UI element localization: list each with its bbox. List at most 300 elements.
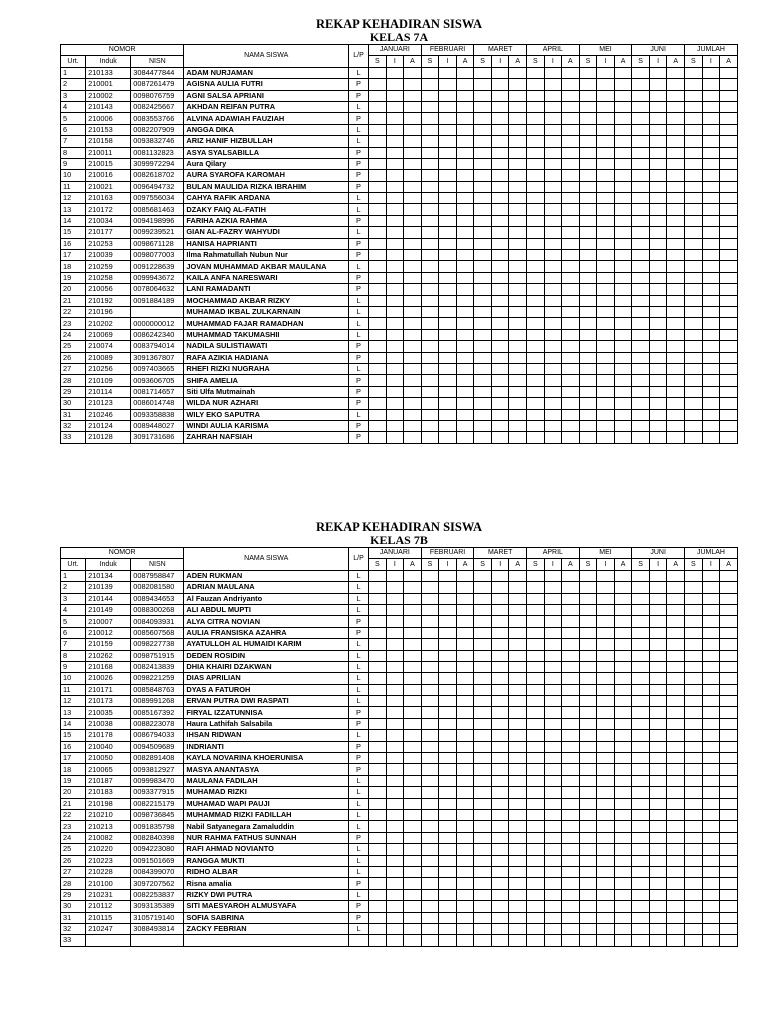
attendance-cell [562,604,580,615]
attendance-cell [491,582,509,593]
student-name: Ilma Rahmatullah Nubun Nur [184,250,349,261]
attendance-cell [562,90,580,101]
attendance-cell [632,832,650,843]
attendance-cell [421,306,439,317]
attendance-cell [579,582,597,593]
attendance-cell [527,855,545,866]
attendance-cell [491,261,509,272]
attendance-cell [386,821,404,832]
attendance-cell [720,866,738,877]
induk-number: 210011 [86,147,131,158]
attendance-cell [579,375,597,386]
attendance-cell [597,889,615,900]
attendance-cell [474,284,492,295]
attendance-cell [702,420,720,431]
student-name: NADILA SULISTIAWATI [184,341,349,352]
attendance-cell [720,901,738,912]
attendance-cell [667,386,685,397]
attendance-cell [720,639,738,650]
gender: L [348,570,368,581]
student-name: SHIFA AMELIA [184,375,349,386]
attendance-cell [562,363,580,374]
attendance-cell [597,284,615,295]
attendance-cell [597,753,615,764]
attendance-cell [579,67,597,78]
attendance-cell [474,306,492,317]
row-number: 9 [61,158,86,169]
attendance-cell [544,90,562,101]
attendance-cell [597,809,615,820]
nisn-number: 0087958847 [131,570,184,581]
attendance-cell [386,775,404,786]
attendance-cell [649,124,667,135]
nisn-number: 0093606705 [131,375,184,386]
attendance-cell [579,935,597,946]
sia-subheader: S [685,559,703,570]
attendance-cell [369,193,387,204]
attendance-cell [439,764,457,775]
attendance-cell [649,787,667,798]
attendance-cell [649,707,667,718]
attendance-cell [702,432,720,443]
attendance-cell [562,855,580,866]
attendance-cell [597,741,615,752]
row-number: 6 [61,627,86,638]
attendance-cell [544,844,562,855]
attendance-cell [404,923,422,934]
attendance-cell [369,432,387,443]
induk-number: 210139 [86,582,131,593]
attendance-cell [369,878,387,889]
attendance-cell [421,181,439,192]
attendance-cell [544,113,562,124]
attendance-cell [544,787,562,798]
attendance-cell [632,238,650,249]
attendance-cell [404,215,422,226]
nisn-number: 0098077003 [131,250,184,261]
attendance-cell [527,923,545,934]
attendance-cell [562,352,580,363]
attendance-cell [404,866,422,877]
attendance-cell [614,261,632,272]
attendance-cell [649,901,667,912]
attendance-cell [632,432,650,443]
attendance-cell [597,170,615,181]
student-name: SOFIA SABRINA [184,912,349,923]
attendance-cell [369,844,387,855]
student-name: WILDA NUR AZHARI [184,398,349,409]
attendance-cell [579,730,597,741]
student-row [61,101,738,112]
attendance-cell [491,170,509,181]
attendance-cell [667,90,685,101]
attendance-cell [667,570,685,581]
attendance-cell [474,158,492,169]
student-row [61,809,738,820]
gender: P [348,912,368,923]
nisn-number: 0082207909 [131,124,184,135]
attendance-cell [491,238,509,249]
attendance-cell [439,227,457,238]
attendance-cell [369,821,387,832]
attendance-cell [720,181,738,192]
attendance-cell [404,570,422,581]
attendance-cell [702,935,720,946]
attendance-cell [439,284,457,295]
attendance-cell [509,250,527,261]
attendance-cell [527,741,545,752]
sia-subheader: I [597,56,615,67]
attendance-cell [649,386,667,397]
attendance-cell [579,227,597,238]
induk-number: 210015 [86,158,131,169]
attendance-cell [562,318,580,329]
induk-number: 210056 [86,284,131,295]
attendance-cell [632,113,650,124]
gender: P [348,707,368,718]
row-number: 23 [61,318,86,329]
attendance-cell [649,147,667,158]
attendance-cell [509,832,527,843]
attendance-cell [404,329,422,340]
attendance-cell [579,170,597,181]
attendance-cell [597,158,615,169]
attendance-cell [685,295,703,306]
student-row [61,639,738,650]
attendance-cell [702,866,720,877]
attendance-cell [421,158,439,169]
attendance-cell [632,593,650,604]
attendance-cell [632,295,650,306]
induk-number: 210163 [86,193,131,204]
attendance-cell [702,386,720,397]
attendance-cell [456,181,474,192]
attendance-cell [527,673,545,684]
attendance-cell [649,250,667,261]
attendance-cell [597,272,615,283]
attendance-cell [649,409,667,420]
attendance-cell [456,409,474,420]
row-number: 30 [61,398,86,409]
attendance-cell [404,901,422,912]
attendance-cell [702,261,720,272]
student-name: KAYLA NOVARINA KHOERUNISA [184,753,349,764]
attendance-cell [369,136,387,147]
attendance-cell [597,570,615,581]
nisn-number: 0082891408 [131,753,184,764]
gender: L [348,775,368,786]
attendance-cell [597,787,615,798]
attendance-cell [544,775,562,786]
attendance-cell [702,215,720,226]
attendance-cell [474,730,492,741]
attendance-cell [720,136,738,147]
attendance-cell [597,101,615,112]
attendance-cell [491,306,509,317]
attendance-cell [702,341,720,352]
attendance-cell [474,775,492,786]
attendance-cell [632,420,650,431]
attendance-cell [614,341,632,352]
attendance-cell [685,604,703,615]
attendance-cell [386,272,404,283]
attendance-cell [509,227,527,238]
student-row [61,878,738,889]
attendance-cell [474,193,492,204]
attendance-cell [439,432,457,443]
attendance-cell [720,923,738,934]
student-row [61,673,738,684]
attendance-cell [685,250,703,261]
attendance-cell [527,398,545,409]
nisn-number: 0082413839 [131,661,184,672]
attendance-cell [720,741,738,752]
attendance-cell [456,639,474,650]
attendance-cell [702,730,720,741]
attendance-cell [702,798,720,809]
attendance-cell [474,67,492,78]
attendance-cell [386,79,404,90]
attendance-cell [597,639,615,650]
attendance-cell [685,650,703,661]
attendance-cell [386,684,404,695]
attendance-cell [632,878,650,889]
attendance-cell [509,923,527,934]
row-number: 21 [61,798,86,809]
student-name: ADEN RUKMAN [184,570,349,581]
attendance-cell [720,878,738,889]
student-name: MOCHAMMAD AKBAR RIZKY [184,295,349,306]
attendance-cell [509,147,527,158]
attendance-cell [702,67,720,78]
attendance-cell [527,627,545,638]
attendance-cell [491,616,509,627]
induk-number: 210128 [86,432,131,443]
nisn-number: 3097207562 [131,878,184,889]
attendance-cell [632,901,650,912]
student-name: Nabil Satyanegara Zamaluddin [184,821,349,832]
attendance-cell [579,798,597,809]
attendance-cell [685,420,703,431]
attendance-cell [474,420,492,431]
nisn-number: 0091501669 [131,855,184,866]
attendance-cell [562,684,580,695]
attendance-cell [562,386,580,397]
attendance-cell [544,306,562,317]
row-number: 3 [61,90,86,101]
sia-subheader: S [579,559,597,570]
attendance-cell [649,363,667,374]
attendance-cell [509,650,527,661]
induk-number: 210050 [86,753,131,764]
attendance-cell [579,753,597,764]
student-row [61,329,738,340]
attendance-cell [579,901,597,912]
attendance-cell [614,935,632,946]
urt-header: Urt. [61,56,86,67]
attendance-cell [369,889,387,900]
nisn-header: NISN [131,56,184,67]
attendance-cell [667,101,685,112]
attendance-cell [456,684,474,695]
attendance-cell [386,832,404,843]
attendance-cell [491,696,509,707]
attendance-cell [456,787,474,798]
induk-number: 210213 [86,821,131,832]
attendance-cell [614,227,632,238]
attendance-cell [562,923,580,934]
attendance-cell [474,844,492,855]
attendance-cell [649,582,667,593]
attendance-cell [474,101,492,112]
attendance-cell [685,341,703,352]
attendance-cell [369,741,387,752]
attendance-cell [597,923,615,934]
attendance-cell [421,582,439,593]
attendance-cell [474,113,492,124]
gender: L [348,821,368,832]
attendance-cell [632,650,650,661]
attendance-cell [474,923,492,934]
attendance-cell [369,318,387,329]
month-header: JUMLAH [685,45,738,56]
attendance-cell [386,136,404,147]
sia-subheader: S [685,56,703,67]
attendance-cell [404,170,422,181]
attendance-cell [562,844,580,855]
student-name: ARIZ HANIF HIZBULLAH [184,136,349,147]
attendance-cell [404,604,422,615]
row-number: 8 [61,147,86,158]
attendance-cell [667,67,685,78]
attendance-cell [649,627,667,638]
attendance-cell [667,375,685,386]
attendance-cell [667,912,685,923]
attendance-cell [614,432,632,443]
sia-subheader: A [404,559,422,570]
attendance-cell [720,215,738,226]
student-name: AULIA FRANSISKA AZAHRA [184,627,349,638]
attendance-cell [509,67,527,78]
nisn-number: 0098227738 [131,639,184,650]
student-name: AGISNA AULIA FUTRI [184,79,349,90]
attendance-cell [667,363,685,374]
attendance-cell [456,79,474,90]
attendance-cell [474,170,492,181]
attendance-cell [632,181,650,192]
attendance-cell [386,147,404,158]
induk-number: 210196 [86,306,131,317]
attendance-cell [579,889,597,900]
attendance-cell [474,718,492,729]
attendance-cell [720,409,738,420]
nisn-number: 3088493814 [131,923,184,934]
attendance-cell [685,935,703,946]
attendance-cell [509,935,527,946]
nisn-number: 0093832746 [131,136,184,147]
nisn-number: 0082253837 [131,889,184,900]
attendance-cell [667,798,685,809]
attendance-cell [369,809,387,820]
row-number: 13 [61,204,86,215]
attendance-cell [509,352,527,363]
attendance-cell [421,673,439,684]
row-number: 1 [61,570,86,581]
attendance-cell [369,420,387,431]
attendance-cell [702,113,720,124]
attendance-cell [614,639,632,650]
attendance-cell [614,730,632,741]
attendance-cell [491,284,509,295]
attendance-cell [562,215,580,226]
gender: P [348,158,368,169]
attendance-cell [685,352,703,363]
student-row [61,113,738,124]
month-header: MARET [474,45,527,56]
attendance-cell [527,261,545,272]
attendance-cell [439,295,457,306]
attendance-cell [632,639,650,650]
attendance-cell [649,227,667,238]
gender [348,935,368,946]
attendance-cell [544,204,562,215]
attendance-cell [527,901,545,912]
attendance-cell [597,775,615,786]
attendance-cell [421,204,439,215]
attendance-cell [439,386,457,397]
attendance-cell [456,90,474,101]
attendance-cell [667,136,685,147]
attendance-cell [667,329,685,340]
attendance-cell [685,238,703,249]
attendance-cell [562,889,580,900]
induk-number: 210247 [86,923,131,934]
attendance-cell [527,284,545,295]
attendance-cell [649,79,667,90]
gender: L [348,329,368,340]
attendance-cell [579,147,597,158]
row-number: 27 [61,866,86,877]
attendance-cell [685,730,703,741]
attendance-cell [491,204,509,215]
attendance-cell [667,650,685,661]
attendance-cell [667,593,685,604]
attendance-cell [702,787,720,798]
attendance-cell [702,707,720,718]
sia-subheader: I [544,56,562,67]
attendance-cell [439,923,457,934]
attendance-cell [667,147,685,158]
attendance-cell [456,696,474,707]
attendance-cell [667,673,685,684]
row-number: 28 [61,375,86,386]
attendance-cell [720,295,738,306]
attendance-cell [649,912,667,923]
attendance-cell [702,684,720,695]
attendance-cell [614,650,632,661]
attendance-cell [369,295,387,306]
attendance-cell [579,181,597,192]
attendance-cell [614,696,632,707]
attendance-cell [562,696,580,707]
attendance-cell [597,238,615,249]
attendance-cell [702,582,720,593]
attendance-cell [720,170,738,181]
gender: L [348,730,368,741]
attendance-cell [544,341,562,352]
attendance-cell [579,158,597,169]
nisn-number: 3105719140 [131,912,184,923]
